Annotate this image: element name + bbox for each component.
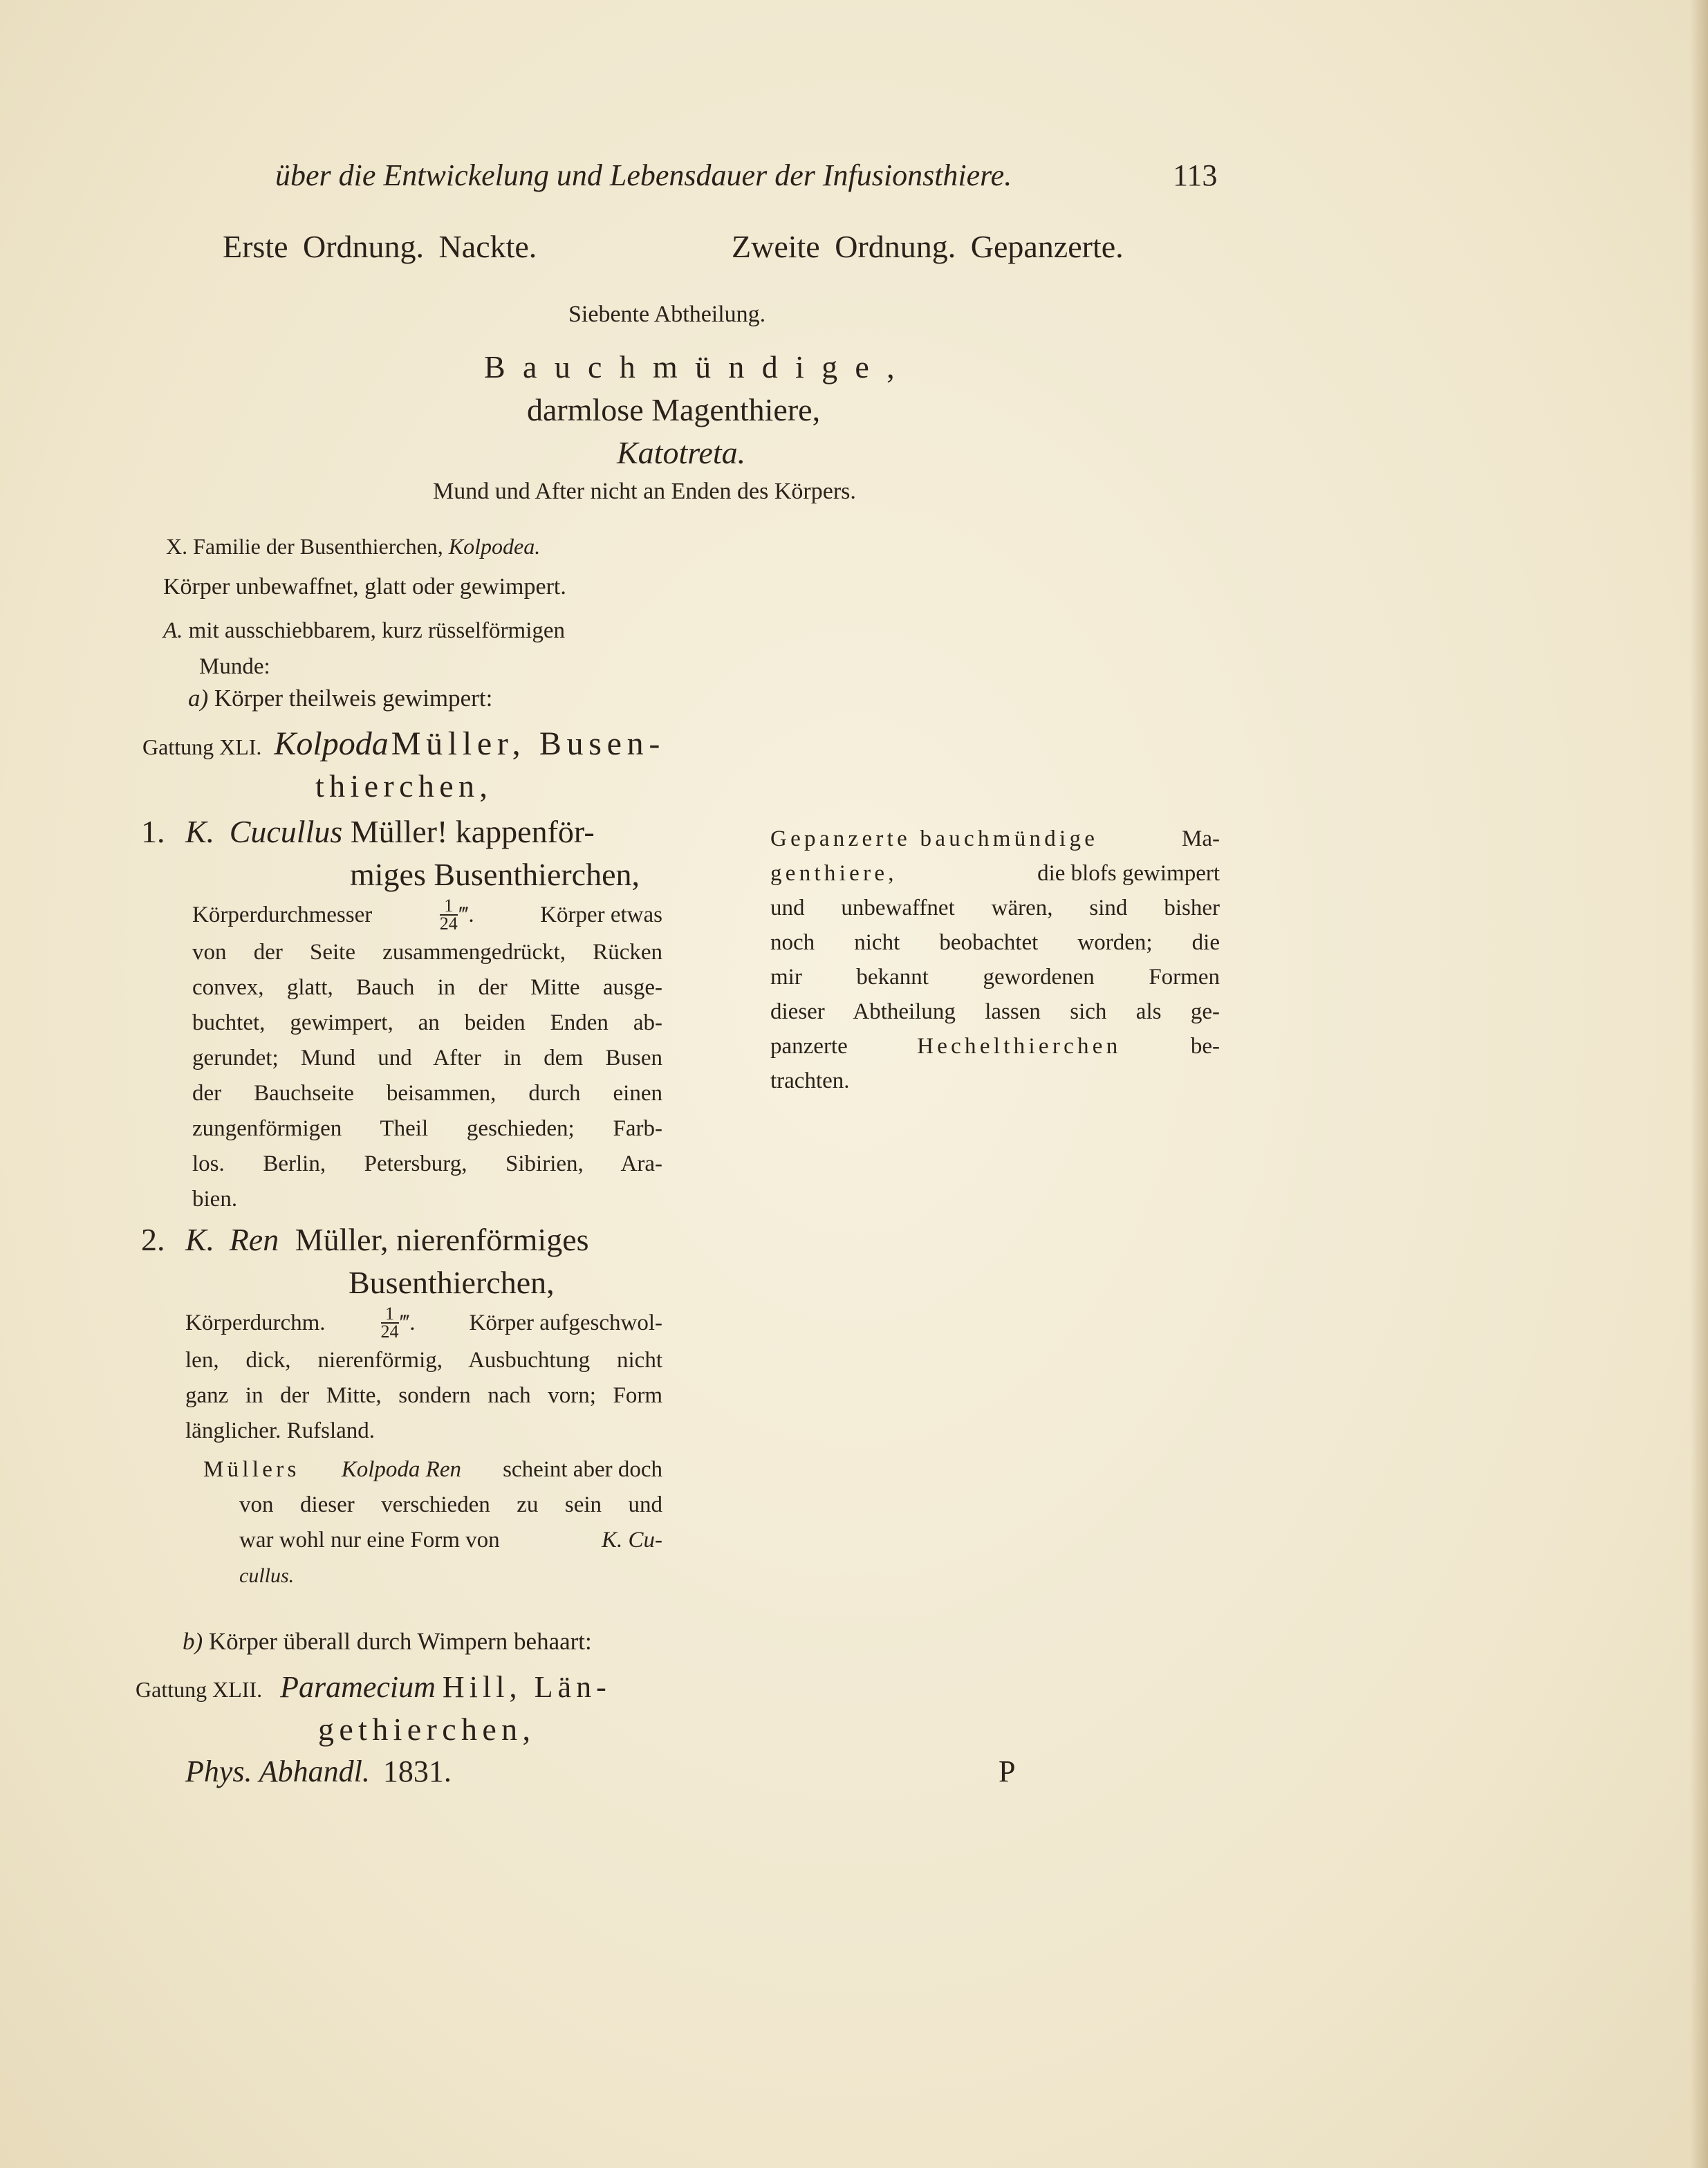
note-name: Müllers	[203, 1457, 300, 1482]
right-line7-text: panzerte	[770, 1034, 848, 1059]
species-2-size-after: Körper aufgeschwol-	[469, 1310, 662, 1335]
footer-journal-name: Phys. Abhandl.	[185, 1754, 370, 1788]
genus-41-name: Müller, Busen-	[391, 725, 665, 762]
species-2-size-label: Körperdurchm.	[185, 1310, 326, 1335]
subdivision-letter: A.	[163, 618, 183, 643]
genus-42-name: Hill, Län-	[442, 1670, 611, 1704]
genus-42-latin: Paramecium	[280, 1670, 436, 1704]
species-1-abbr: K.	[185, 814, 215, 849]
note-line: von dieser verschieden zu sein und	[239, 1492, 662, 1517]
right-line2-rest: die blofs gewimpert	[1037, 861, 1220, 886]
subdivision-a-line2: Munde:	[199, 654, 270, 679]
species-2-fraction	[381, 1306, 399, 1340]
page-edge-shadow	[1690, 0, 1708, 2168]
species-1-body	[192, 935, 662, 1217]
right-line: dieser Abtheilung lassen sich als ge-	[770, 999, 1220, 1024]
right-line2-spaced: genthiere,	[770, 861, 898, 886]
subdivision-a-line1	[163, 618, 565, 644]
species-1-line: zungenförmigen Theil geschieden; Farb-	[192, 1116, 662, 1141]
signature-mark: P	[999, 1754, 1016, 1788]
right-last-line: trachten.	[770, 1068, 850, 1093]
genus-41-prefix: Gattung XLI.	[142, 734, 262, 759]
species-1-fraction	[440, 898, 458, 932]
column-heading-right: Zweite Ordnung. Gepanzerte.	[732, 229, 1124, 264]
right-line	[770, 1029, 1220, 1064]
note-line	[239, 1523, 662, 1558]
species-1-size-unit: ‴.	[458, 902, 474, 927]
species-1-line: convex, glatt, Bauch in der Mitte ausge-	[192, 975, 662, 1000]
species-1-line: los. Berlin, Petersburg, Sibirien, Ara-	[192, 1151, 662, 1176]
species-2-frac-den: 24	[380, 1322, 399, 1342]
genus-41-latin: Kolpoda	[274, 725, 389, 762]
species-2-last-line: länglicher. Rufsland.	[185, 1418, 375, 1443]
note-latin: Kolpoda Ren	[341, 1457, 461, 1482]
family-latin: Kolpodea.	[448, 534, 541, 559]
species-1-line: der Bauchseite beisammen, durch einen	[192, 1081, 662, 1106]
genus-41-name-line2: thierchen,	[315, 768, 493, 804]
group-a-heading	[188, 685, 492, 712]
species-2-body	[185, 1343, 662, 1449]
species-2-abbr: K.	[185, 1222, 215, 1257]
footer-year: 1831.	[382, 1754, 452, 1788]
species-2-size-unit: ‴.	[400, 1310, 416, 1335]
right-first-rest: Ma-	[1182, 826, 1220, 851]
group-a-letter: a)	[188, 685, 209, 712]
group-b-heading	[183, 1628, 592, 1656]
species-1-last-line: bien.	[192, 1187, 238, 1212]
right-first-spaced: Gepanzerte bauchmündige	[770, 826, 1099, 851]
right-line: und unbewaffnet wären, sind bisher	[770, 896, 1220, 920]
footer-journal	[185, 1754, 452, 1789]
species-1-title	[141, 813, 595, 850]
genus-41-heading	[142, 725, 665, 763]
genus-42-heading	[136, 1669, 611, 1705]
species-2-frac-num: 1	[381, 1306, 399, 1324]
family-heading	[166, 534, 540, 559]
species-2-title-line2: Busenthierchen,	[349, 1265, 555, 1300]
species-2-latin: Ren	[229, 1222, 279, 1257]
species-2-title-rest: Müller, nierenförmiges	[295, 1222, 589, 1257]
section-latin: Katotreta.	[617, 435, 746, 470]
right-column-text	[770, 822, 1220, 1098]
group-a-text: Körper theilweis gewimpert:	[214, 685, 493, 712]
species-2-size-fraction	[380, 1306, 416, 1340]
note-block	[203, 1452, 662, 1593]
note-line4-latin: cullus.	[239, 1564, 295, 1587]
genus-42-name-line2: gethierchen,	[318, 1712, 536, 1747]
right-line7-rest: be-	[1190, 1034, 1220, 1059]
page-number: 113	[1173, 158, 1218, 192]
species-1-line: buchtet, gewimpert, an beiden Enden ab-	[192, 1010, 662, 1035]
note-line3-latin: K. Cu-	[601, 1528, 662, 1553]
species-1-latin: Cucullus	[229, 814, 343, 849]
group-b-text: Körper überall durch Wimpern behaart:	[208, 1628, 592, 1655]
division-heading: Siebente Abtheilung.	[568, 302, 766, 327]
group-b-letter: b)	[183, 1628, 203, 1655]
column-heading-left: Erste Ordnung. Nackte.	[223, 229, 537, 264]
species-1-size-label: Körperdurchmesser	[192, 902, 373, 927]
section-description: Mund und After nicht an Enden des Körpers.	[433, 479, 856, 504]
family-description: Körper unbewaffnet, glatt oder gewimpert.	[163, 574, 566, 600]
right-line: noch nicht beobachtet worden; die	[770, 930, 1220, 955]
species-2-line: len, dick, nierenförmig, Ausbuchtung nicht	[185, 1348, 662, 1373]
genus-42-prefix: Gattung XLII.	[136, 1677, 263, 1702]
species-1-frac-den: 24	[439, 914, 458, 934]
species-2-title	[141, 1221, 589, 1258]
species-1-size-line	[192, 898, 662, 932]
species-2-number: 2.	[141, 1222, 165, 1257]
species-1-size-fraction	[438, 898, 474, 932]
note-line	[203, 1452, 662, 1488]
species-1-title-rest: Müller! kappenför-	[350, 814, 595, 849]
family-heading-text: X. Familie der Busenthierchen,	[166, 534, 443, 559]
note-rest: scheint aber doch	[503, 1457, 662, 1482]
species-2-line: ganz in der Mitte, sondern nach vorn; Form	[185, 1383, 662, 1408]
right-line	[770, 822, 1220, 856]
species-1-number: 1.	[141, 814, 165, 849]
section-name-line2: darmlose Magenthiere,	[527, 392, 821, 427]
section-name: Bauchmündige,	[484, 349, 912, 385]
species-1-title-line2: miges Busenthierchen,	[350, 857, 640, 892]
right-line7-spaced: Hechelthierchen	[917, 1034, 1122, 1059]
species-2-size-line	[185, 1306, 662, 1340]
note-line3-text: war wohl nur eine Form von	[239, 1528, 500, 1553]
species-1-line: gerundet; Mund und After in dem Busen	[192, 1046, 662, 1071]
right-line: mir bekannt gewordenen Formen	[770, 965, 1220, 990]
subdivision-text: mit ausschiebbarem, kurz rüsselförmigen	[188, 618, 566, 643]
species-1-frac-num: 1	[440, 898, 458, 916]
right-line	[770, 856, 1220, 891]
running-title: über die Entwickelung und Lebensdauer der Infusionsthiere.	[275, 158, 1012, 192]
species-1-line: von der Seite zusammengedrückt, Rücken	[192, 940, 662, 965]
species-1-size-after: Körper etwas	[540, 902, 662, 927]
